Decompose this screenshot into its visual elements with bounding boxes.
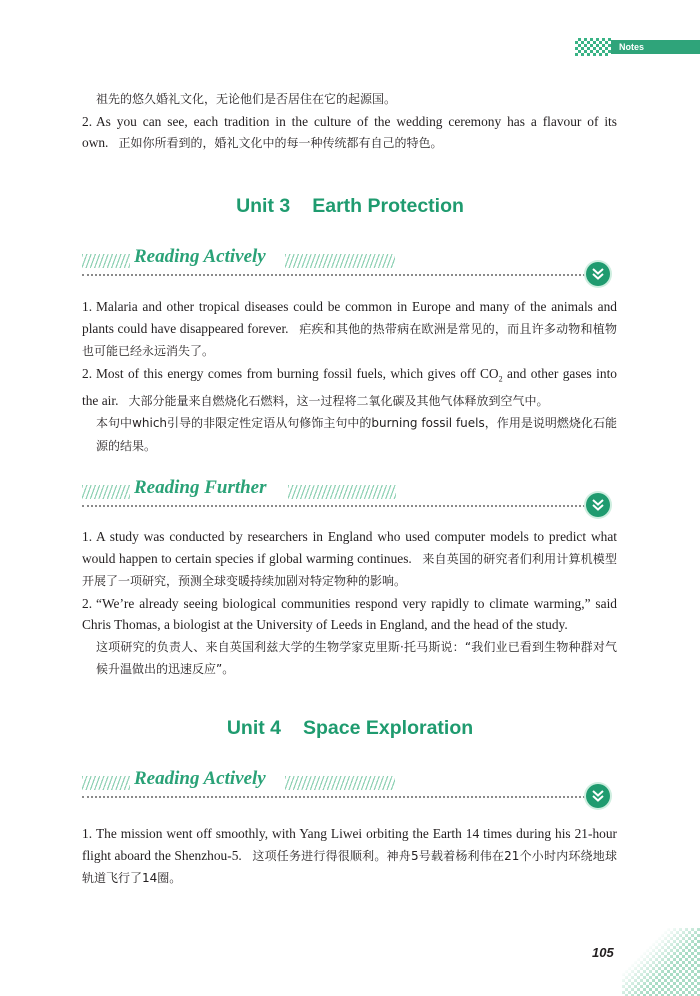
unit3-ra-item-2: 2. Most of this energy comes from burning fossil fuels, which gives off $CO_2$ and other gases into the air. 大部分能量来自燃烧化石燃料，这一过程将二氧化碳及其他气体释放到空气中。 [82, 365, 617, 408]
unit3-ra-item2-zh: 大部分能量来自燃烧化石燃料，这一过程将二氧化碳及其他气体释放到空气中。 [128, 393, 549, 408]
unit3-ra-item1-zh: 疟疾和其他的热带病在欧洲是常见的，而且许多动物和植物也可能已经永远消失了。 [82, 321, 617, 358]
unit3-reading-actively-heading: Reading Actively [134, 246, 266, 267]
unit4-title-name: Space Exploration [303, 717, 474, 739]
notes-label: Notes [611, 40, 700, 54]
unit3-reading-further-content [82, 526, 617, 681]
unit3-rf-item2-en: “We’re already seeing biological communities respond very rapidly to climate warming,” said Chris Thomas, a biologist at the University of Leeds in England, and the head of the study. [82, 595, 617, 632]
top-continuation [82, 88, 617, 155]
unit3-title-name: Earth Protection [312, 195, 464, 217]
header-dotted-rule [82, 274, 585, 276]
unit4-ra-item1-en: The mission went off smoothly, with Yang Liwei orbiting the Earth 14 times during his 21-hour flight aboard the Shenzhou-5. [82, 826, 617, 863]
unit3-title-unit: Unit 3 [236, 195, 291, 217]
header-stripes-right [285, 776, 395, 790]
unit3-rf-item1-en: A study was conducted by researchers in England who used computer models to predict what would happen to certain species if global warming continues. [82, 529, 617, 566]
header-dotted-rule [82, 796, 585, 798]
unit3-rf-item-2: 2. “We’re already seeing biological communities respond very rapidly to climate warming,” said Chris Thomas, a biologist at the University of Leeds in England, and the head of the study. [82, 595, 617, 632]
unit3-reading-further-header [82, 477, 617, 511]
unit3-ra-item-1: 1. Malaria and other tropical diseases could be common in Europe and many of the animals and plants could have disappeared forever. 疟疾和其他的热带病在欧洲是常见的，而且许多动物和植物也可能已经永远消失了。 [82, 299, 617, 358]
chevron-double-down-icon [586, 262, 610, 286]
notes-checker-pattern [575, 38, 611, 56]
unit3-rf-item1-zh: 来自英国的研究者们利用计算机模型开展了一项研究，预测全球变暖持续加剧对特定物种的影响。 [82, 551, 617, 588]
unit3-ra-item2-en-sub: 2 [498, 374, 503, 384]
unit3-ra-item2-en-a: Most of this energy comes from burning fossil fuels, which gives off CO [96, 365, 499, 381]
header-dotted-rule [82, 505, 585, 507]
top-line1-zh: 祖先的悠久婚礼文化，无论他们是否居住在它的起源国。 [96, 92, 397, 106]
header-stripes-left [82, 485, 130, 499]
unit3-ra-item2-note: 本句中which引导的非限定性定语从句修饰主句中的burning fossil fuels，作用是说明燃烧化石能源的结果。 [96, 416, 617, 453]
unit3-rf-item2-zh: 这项研究的负责人、来自英国利兹大学的生物学家克里斯·托马斯说：“我们业已看到生物种群对气候升温做出的迅速反应”。 [96, 639, 617, 676]
unit4-title [0, 717, 700, 740]
chevron-double-down-icon [586, 784, 610, 808]
corner-checker-pattern [622, 928, 700, 996]
unit4-ra-item1-zh: 这项任务进行得很顺利。神舟5号载着杨利伟在21个小时内环绕地球轨道飞行了14圈。 [82, 848, 617, 885]
header-stripes-right [288, 485, 396, 499]
top-item2-en: As you can see, each tradition in the culture of the wedding ceremony has a flavour of its own. [82, 113, 617, 150]
header-stripes-left [82, 254, 130, 268]
unit3-ra-item1-en: Malaria and other tropical diseases could be common in Europe and many of the animals and plants could have disappeared forever. [82, 299, 617, 336]
unit3-reading-further-heading: Reading Further [134, 477, 267, 498]
header-stripes-left [82, 776, 130, 790]
unit3-title [0, 195, 700, 218]
chevron-double-down-icon [586, 493, 610, 517]
unit4-title-unit: Unit 4 [226, 717, 282, 739]
top-item2-zh: 正如你所看到的，婚礼文化中的每一种传统都有自己的特色。 [118, 136, 443, 150]
unit3-reading-actively-header [82, 246, 617, 280]
top-item-2: 2. As you can see, each tradition in the culture of the wedding ceremony has a flavour of its own. 正如你所看到的，婚礼文化中的每一种传统都有自己的特色。 [82, 113, 617, 150]
unit3-reading-actively-content [82, 296, 617, 457]
page-number: 105 [592, 945, 614, 960]
unit3-ra-item2-en-b: and other gases into the air. [82, 365, 617, 408]
unit4-reading-actively-heading: Reading Actively [134, 768, 266, 789]
notes-tab [575, 38, 700, 56]
unit4-ra-item-1: 1. The mission went off smoothly, with Yang Liwei orbiting the Earth 14 times during his 21-hour flight aboard the Shenzhou-5. 这项任务进行得很顺利。神舟5号载着杨利伟在21个小时内环绕地球轨道飞行了14圈。 [82, 826, 617, 885]
header-stripes-right [285, 254, 395, 268]
unit4-reading-actively-content [82, 823, 617, 890]
unit3-rf-item-1: 1. A study was conducted by researchers in England who used computer models to predict what would happen to certain species if global warming continues. 来自英国的研究者们利用计算机模型开展了一项研究，预测全球变暖持续加剧对特定物种的影响。 [82, 529, 617, 588]
unit4-reading-actively-header [82, 768, 617, 802]
